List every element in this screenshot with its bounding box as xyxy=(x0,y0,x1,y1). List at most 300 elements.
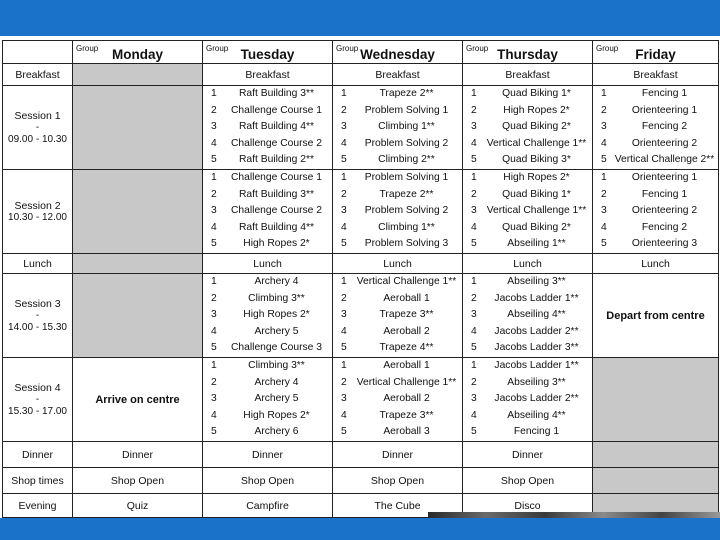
group-number: 3 xyxy=(211,309,217,321)
group-label: Group xyxy=(76,44,99,53)
activity-item xyxy=(465,358,590,375)
activity-item xyxy=(205,340,330,357)
activity-cell xyxy=(333,358,463,442)
activity-item xyxy=(465,274,590,291)
activity-item xyxy=(335,187,460,204)
row-label-evening: Evening xyxy=(3,494,73,518)
day-label: Tuesday xyxy=(240,46,295,62)
session-time: 15.30 - 17.00 xyxy=(8,405,67,417)
activity-item xyxy=(465,375,590,392)
group-number: 1 xyxy=(341,172,347,184)
activity-name: Archery 6 xyxy=(254,426,299,438)
activity-name: Jacobs Ladder 3** xyxy=(494,342,579,354)
activity-item xyxy=(595,170,716,187)
session-time: 14.00 - 15.30 xyxy=(8,321,67,333)
activity-name: Abseiling 4** xyxy=(507,309,566,321)
activity-item xyxy=(465,307,590,324)
group-number: 1 xyxy=(471,172,477,184)
activity-item xyxy=(335,119,460,136)
group-number: 4 xyxy=(471,137,477,149)
group-number: 4 xyxy=(341,221,347,233)
group-number: 3 xyxy=(341,205,347,217)
activity-cell xyxy=(463,170,593,254)
activity-name: Archery 5 xyxy=(254,393,299,405)
group-number: 1 xyxy=(341,276,347,288)
activity-item xyxy=(205,187,330,204)
activity-item xyxy=(465,391,590,408)
blocked-cell xyxy=(593,358,719,442)
activity-name: Jacobs Ladder 1** xyxy=(494,292,579,304)
group-number: 2 xyxy=(601,104,607,116)
activity-name: Challenge Course 2 xyxy=(230,137,322,149)
row-label-shop: Shop times xyxy=(3,468,73,494)
group-number: 4 xyxy=(211,221,217,233)
activity-name: High Ropes 2* xyxy=(243,309,310,321)
activity-item xyxy=(465,170,590,187)
activity-name: High Ropes 2* xyxy=(503,172,570,184)
header-monday xyxy=(73,41,203,64)
dinner-cell: Dinner xyxy=(463,442,593,468)
group-number: 1 xyxy=(211,88,217,100)
group-label: Group xyxy=(336,44,359,53)
group-number: 1 xyxy=(211,276,217,288)
activity-item xyxy=(205,220,330,237)
evening-cell: Disco xyxy=(463,494,593,518)
activity-name: Problem Solving 1 xyxy=(364,172,449,184)
activity-name: Fencing 2 xyxy=(641,121,688,133)
group-number: 1 xyxy=(471,360,477,372)
arrive-note: Arrive on centre xyxy=(73,358,203,442)
activity-item xyxy=(335,408,460,425)
group-number: 2 xyxy=(341,104,347,116)
activity-name: Climbing 2** xyxy=(378,154,435,166)
group-number: 3 xyxy=(471,205,477,217)
group-number: 4 xyxy=(471,409,477,421)
activity-name: Orienteering 1 xyxy=(631,104,698,116)
activity-name: Jacobs Ladder 2** xyxy=(494,393,579,405)
activity-item xyxy=(205,408,330,425)
activity-item xyxy=(465,408,590,425)
activity-item xyxy=(335,358,460,375)
lunch-cell: Lunch xyxy=(463,254,593,274)
activity-name: Quad Biking 1* xyxy=(502,188,571,200)
group-number: 3 xyxy=(211,121,217,133)
group-label: Group xyxy=(206,44,229,53)
activity-item xyxy=(465,340,590,357)
blocked-cell xyxy=(73,86,203,170)
header-row xyxy=(3,41,719,64)
activity-name: Problem Solving 2 xyxy=(364,137,449,149)
header-friday xyxy=(593,41,719,64)
session2-row xyxy=(3,170,719,254)
timetable-sheet xyxy=(2,40,718,516)
activity-item xyxy=(465,187,590,204)
activity-name: Aeroball 1 xyxy=(383,360,430,372)
activity-item xyxy=(465,136,590,153)
group-number: 2 xyxy=(211,188,217,200)
activity-name: Abseiling 4** xyxy=(507,409,566,421)
row-label-dinner: Dinner xyxy=(3,442,73,468)
dinner-cell: Dinner xyxy=(73,442,203,468)
activity-item xyxy=(465,152,590,169)
activity-name: Aeroball 1 xyxy=(383,292,430,304)
activity-item xyxy=(335,220,460,237)
group-number: 4 xyxy=(211,137,217,149)
activity-name: Abseiling 1** xyxy=(507,238,566,250)
group-number: 2 xyxy=(601,188,607,200)
activity-item xyxy=(205,236,330,253)
activity-name: High Ropes 2* xyxy=(243,409,310,421)
lunch-cell: Lunch xyxy=(203,254,333,274)
activity-item xyxy=(595,86,716,103)
activity-item xyxy=(335,375,460,392)
activity-name: Vertical Challenge 1** xyxy=(486,205,587,217)
row-label-session4 xyxy=(3,358,73,442)
activity-item xyxy=(205,136,330,153)
activity-item xyxy=(335,170,460,187)
activity-name: Challenge Course 3 xyxy=(230,342,322,354)
session-time: 10.30 - 12.00 xyxy=(8,211,67,223)
activity-name: Climbing 1** xyxy=(378,121,435,133)
group-number: 4 xyxy=(471,221,477,233)
activity-item xyxy=(465,119,590,136)
dinner-cell: Dinner xyxy=(203,442,333,468)
activity-name: Problem Solving 3 xyxy=(364,238,449,250)
activity-item xyxy=(205,324,330,341)
activity-cell xyxy=(593,170,719,254)
activity-name: Aeroball 2 xyxy=(383,393,430,405)
group-number: 5 xyxy=(471,238,477,250)
activity-item xyxy=(205,274,330,291)
group-number: 3 xyxy=(471,393,477,405)
group-number: 3 xyxy=(211,393,217,405)
activity-name: Vertical Challenge 2** xyxy=(614,154,715,166)
activity-name: Jacobs Ladder 1** xyxy=(494,360,579,372)
activity-name: High Ropes 2* xyxy=(503,104,570,116)
activity-name: Archery 4 xyxy=(254,276,299,288)
group-number: 3 xyxy=(341,121,347,133)
activity-name: Fencing 1 xyxy=(641,188,688,200)
activity-name: Quad Biking 2* xyxy=(502,121,571,133)
activity-name: Challenge Course 2 xyxy=(230,205,322,217)
activity-name: Archery 5 xyxy=(254,325,299,337)
group-number: 4 xyxy=(471,325,477,337)
activity-name: Problem Solving 2 xyxy=(364,205,449,217)
evening-cell: The Cube xyxy=(333,494,463,518)
activity-item xyxy=(465,424,590,441)
activity-name: Raft Building 4** xyxy=(239,221,314,233)
group-number: 3 xyxy=(471,309,477,321)
activity-name: Trapeze 2** xyxy=(379,188,434,200)
session3-row xyxy=(3,274,719,358)
group-number: 1 xyxy=(601,88,607,100)
group-number: 5 xyxy=(341,238,347,250)
session1-row xyxy=(3,86,719,170)
group-number: 4 xyxy=(211,409,217,421)
group-number: 2 xyxy=(341,292,347,304)
session-title: Session 3 xyxy=(14,297,61,310)
activity-item xyxy=(595,152,716,169)
group-number: 4 xyxy=(601,221,607,233)
activity-name: Trapeze 3** xyxy=(379,309,434,321)
activity-item xyxy=(205,103,330,120)
breakfast-cell: Breakfast xyxy=(593,64,719,86)
activity-item xyxy=(205,307,330,324)
activity-name: Challenge Course 1 xyxy=(230,172,322,184)
group-number: 4 xyxy=(341,409,347,421)
activity-cell xyxy=(463,274,593,358)
group-number: 1 xyxy=(601,172,607,184)
lunch-cell: Lunch xyxy=(593,254,719,274)
activity-name: Orienteering 1 xyxy=(631,172,698,184)
blocked-cell xyxy=(593,468,719,494)
activity-name: Jacobs Ladder 2** xyxy=(494,325,579,337)
activity-name: Problem Solving 1 xyxy=(364,104,449,116)
day-label: Friday xyxy=(635,46,676,62)
activity-cell xyxy=(333,170,463,254)
group-number: 2 xyxy=(341,376,347,388)
day-label: Wednesday xyxy=(360,46,435,62)
activity-name: Trapeze 4** xyxy=(379,342,434,354)
activity-item xyxy=(335,152,460,169)
blocked-cell xyxy=(73,274,203,358)
group-number: 1 xyxy=(471,276,477,288)
activity-name: Quad Biking 2* xyxy=(502,221,571,233)
session4-row xyxy=(3,358,719,442)
breakfast-cell: Breakfast xyxy=(333,64,463,86)
day-label: Thursday xyxy=(497,46,558,62)
activity-item xyxy=(335,103,460,120)
group-number: 2 xyxy=(211,104,217,116)
group-number: 3 xyxy=(211,205,217,217)
activity-name: High Ropes 2* xyxy=(243,238,310,250)
group-number: 1 xyxy=(211,172,217,184)
activity-name: Abseiling 3** xyxy=(507,376,566,388)
activity-item xyxy=(335,324,460,341)
group-number: 5 xyxy=(471,426,477,438)
group-number: 5 xyxy=(211,154,217,166)
activity-item xyxy=(335,291,460,308)
activity-item xyxy=(595,136,716,153)
group-label: Group xyxy=(466,44,489,53)
group-number: 3 xyxy=(341,393,347,405)
activity-name: Orienteering 2 xyxy=(631,137,698,149)
activity-item xyxy=(205,170,330,187)
activity-item xyxy=(335,236,460,253)
activity-name: Abseiling 3** xyxy=(507,276,566,288)
session-dash: - xyxy=(35,121,40,133)
group-number: 3 xyxy=(471,121,477,133)
activity-item xyxy=(465,324,590,341)
header-wednesday xyxy=(333,41,463,64)
activity-item xyxy=(595,103,716,120)
activity-item xyxy=(465,236,590,253)
group-number: 2 xyxy=(211,292,217,304)
group-number: 2 xyxy=(471,376,477,388)
activity-item xyxy=(335,307,460,324)
activity-item xyxy=(595,203,716,220)
weekly-timetable xyxy=(2,40,719,518)
activity-name: Aeroball 2 xyxy=(383,325,430,337)
session-title: Session 1 xyxy=(14,109,61,122)
group-number: 2 xyxy=(341,188,347,200)
group-number: 4 xyxy=(601,137,607,149)
activity-name: Quad Biking 1* xyxy=(502,88,571,100)
activity-item xyxy=(465,291,590,308)
activity-cell xyxy=(203,86,333,170)
group-number: 3 xyxy=(601,121,607,133)
group-number: 5 xyxy=(601,238,607,250)
activity-name: Fencing 1 xyxy=(513,426,560,438)
activity-cell xyxy=(203,170,333,254)
activity-item xyxy=(335,86,460,103)
activity-name: Orienteering 3 xyxy=(631,238,698,250)
lunch-cell: Lunch xyxy=(333,254,463,274)
activity-item xyxy=(335,340,460,357)
activity-item xyxy=(205,391,330,408)
breakfast-cell: Breakfast xyxy=(463,64,593,86)
shop-row xyxy=(3,468,719,494)
activity-name: Archery 4 xyxy=(254,376,299,388)
session-dash: - xyxy=(35,393,40,405)
group-number: 4 xyxy=(341,325,347,337)
group-number: 1 xyxy=(341,88,347,100)
group-number: 3 xyxy=(341,309,347,321)
row-label-session3 xyxy=(3,274,73,358)
group-number: 4 xyxy=(211,325,217,337)
shop-cell: Shop Open xyxy=(463,468,593,494)
session-title: Session 2 xyxy=(14,199,61,212)
group-number: 5 xyxy=(341,154,347,166)
row-label-session1 xyxy=(3,86,73,170)
breakfast-cell: Breakfast xyxy=(203,64,333,86)
activity-name: Raft Building 3** xyxy=(239,188,314,200)
activity-item xyxy=(465,86,590,103)
corner-cell xyxy=(3,41,73,64)
activity-item xyxy=(465,103,590,120)
activity-item xyxy=(335,274,460,291)
activity-item xyxy=(205,86,330,103)
activity-item xyxy=(335,391,460,408)
activity-cell xyxy=(203,274,333,358)
activity-name: Climbing 3** xyxy=(248,360,305,372)
session-title: Session 4 xyxy=(14,381,61,394)
top-banner xyxy=(0,0,720,36)
activity-name: Climbing 1** xyxy=(378,221,435,233)
row-label-lunch: Lunch xyxy=(3,254,73,274)
group-number: 1 xyxy=(211,360,217,372)
activity-item xyxy=(205,424,330,441)
activity-name: Raft Building 3** xyxy=(239,88,314,100)
row-label-session2 xyxy=(3,170,73,254)
activity-name: Fencing 2 xyxy=(641,221,688,233)
activity-item xyxy=(205,291,330,308)
group-number: 2 xyxy=(471,292,477,304)
activity-name: Vertical Challenge 1** xyxy=(356,276,457,288)
activity-cell xyxy=(463,358,593,442)
bottom-banner xyxy=(0,518,720,540)
activity-item xyxy=(595,119,716,136)
activity-name: Orienteering 2 xyxy=(631,205,698,217)
blocked-cell xyxy=(73,254,203,274)
activity-cell xyxy=(333,86,463,170)
activity-item xyxy=(595,236,716,253)
activity-item xyxy=(205,119,330,136)
activity-item xyxy=(205,203,330,220)
group-number: 4 xyxy=(341,137,347,149)
activity-name: Climbing 3** xyxy=(248,292,305,304)
activity-name: Challenge Course 1 xyxy=(230,104,322,116)
activity-name: Trapeze 3** xyxy=(379,409,434,421)
activity-item xyxy=(205,375,330,392)
group-number: 1 xyxy=(471,88,477,100)
activity-cell xyxy=(333,274,463,358)
dinner-row xyxy=(3,442,719,468)
evening-cell: Campfire xyxy=(203,494,333,518)
group-number: 5 xyxy=(471,342,477,354)
group-number: 2 xyxy=(471,188,477,200)
group-number: 5 xyxy=(211,342,217,354)
group-number: 5 xyxy=(211,238,217,250)
activity-cell xyxy=(463,86,593,170)
activity-name: Fencing 1 xyxy=(641,88,688,100)
shop-cell: Shop Open xyxy=(203,468,333,494)
blocked-cell xyxy=(73,64,203,86)
activity-item xyxy=(335,136,460,153)
group-number: 2 xyxy=(471,104,477,116)
group-number: 1 xyxy=(341,360,347,372)
blocked-cell xyxy=(593,442,719,468)
activity-name: Vertical Challenge 1** xyxy=(486,137,587,149)
group-number: 5 xyxy=(601,154,607,166)
activity-item xyxy=(465,203,590,220)
header-thursday xyxy=(463,41,593,64)
activity-name: Aeroball 3 xyxy=(383,426,430,438)
group-label: Group xyxy=(596,44,619,53)
group-number: 5 xyxy=(211,426,217,438)
activity-name: Trapeze 2** xyxy=(379,88,434,100)
activity-item xyxy=(335,424,460,441)
depart-note: Depart from centre xyxy=(593,274,719,358)
activity-item xyxy=(595,187,716,204)
row-label-breakfast: Breakfast xyxy=(3,64,73,86)
group-number: 5 xyxy=(471,154,477,166)
activity-name: Vertical Challenge 1** xyxy=(356,376,457,388)
activity-item xyxy=(595,220,716,237)
activity-cell xyxy=(203,358,333,442)
shop-cell: Shop Open xyxy=(333,468,463,494)
header-tuesday xyxy=(203,41,333,64)
blocked-cell xyxy=(73,170,203,254)
activity-name: Raft Building 4** xyxy=(239,121,314,133)
dinner-cell: Dinner xyxy=(333,442,463,468)
breakfast-row xyxy=(3,64,719,86)
group-number: 5 xyxy=(341,426,347,438)
activity-item xyxy=(205,358,330,375)
day-label: Monday xyxy=(111,46,163,62)
group-number: 3 xyxy=(601,205,607,217)
activity-name: Quad Biking 3* xyxy=(502,154,571,166)
shop-cell: Shop Open xyxy=(73,468,203,494)
group-number: 2 xyxy=(211,376,217,388)
activity-item xyxy=(465,220,590,237)
session-time: 09.00 - 10.30 xyxy=(8,133,67,145)
activity-item xyxy=(205,152,330,169)
activity-cell xyxy=(593,86,719,170)
group-number: 5 xyxy=(341,342,347,354)
lunch-row xyxy=(3,254,719,274)
evening-cell: Quiz xyxy=(73,494,203,518)
